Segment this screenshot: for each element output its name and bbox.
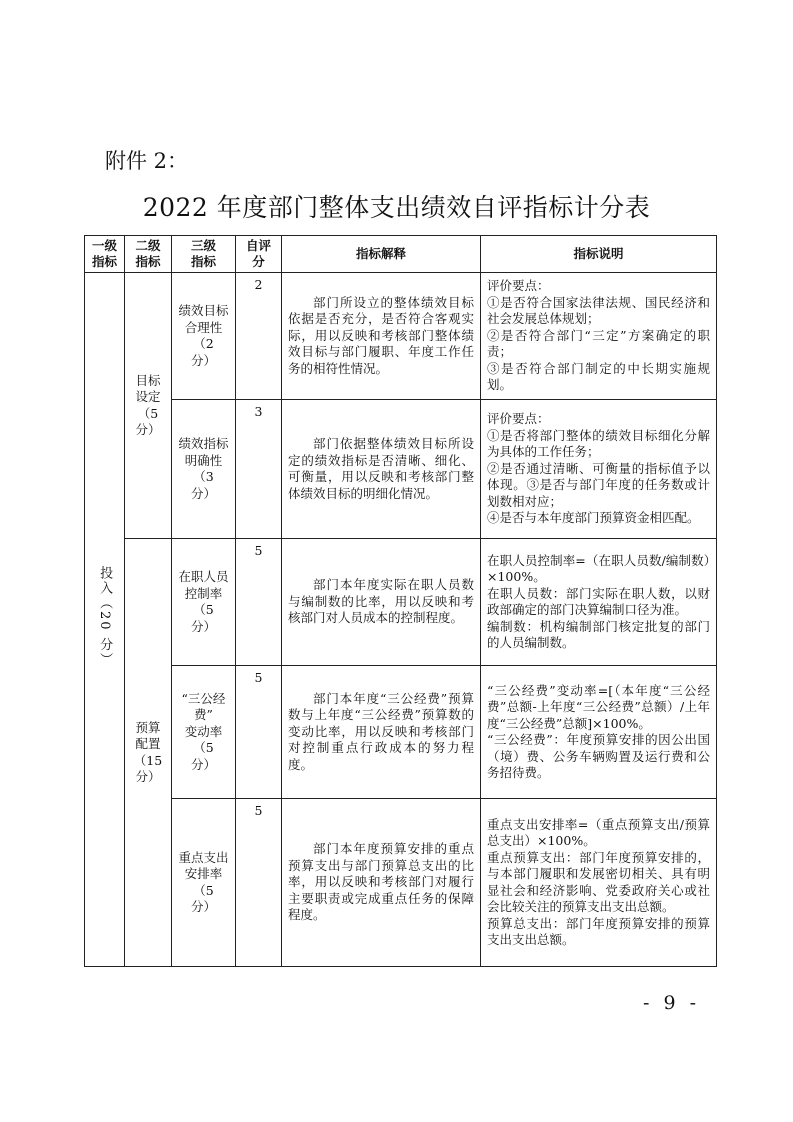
note-line: 在职人员数：部门实际在职人数，以财政部确定的部门决算编制口径为准。 (487, 585, 710, 617)
score-cell: 2 (236, 273, 282, 400)
note-cell (481, 799, 717, 967)
note-line: 重点支出安排率=（重点预算支出/预算总支出）×100%。 (487, 816, 710, 848)
col-header-level1: 一级 指标 (85, 236, 125, 273)
note-cell (481, 539, 717, 666)
level3-cell: 绩效指标 明确性（3 分） (172, 400, 236, 539)
score-cell: 5 (236, 799, 282, 967)
explanation-cell: 部门依据整体绩效目标所设定的绩效指标是否清晰、细化、可衡量，用以反映和考核部门整体绩效目标的明细化情况。 (282, 400, 481, 539)
note-line: ②是否符合部门“三定”方案确定的职责； (487, 327, 710, 360)
note-line: 预算总支出：部门年度预算安排的预算支出支出总额。 (487, 915, 710, 947)
note-cell (481, 400, 717, 539)
note-line: 评价要点： (487, 278, 550, 294)
header-row (85, 236, 717, 273)
page-number: - 9 - (643, 992, 701, 1014)
level3-cell: “三公经 费” 变动率（5 分） (172, 666, 236, 799)
note-line: ④是否与本年度部门预算资金相匹配。 (487, 510, 700, 526)
score-table (84, 235, 717, 967)
col-header-explanation: 指标解释 (282, 236, 481, 273)
col-header-level3: 三级 指标 (172, 236, 236, 273)
table-row (85, 799, 717, 967)
page-title: 2022 年度部门整体支出绩效自评指标计分表 (142, 193, 651, 222)
note-line: 编制数：机构编制部门核定批复的部门的人员编制数。 (487, 618, 710, 650)
table-row (85, 273, 717, 400)
table-row (85, 666, 717, 799)
explanation-cell: 部门本年度实际在职人员数与编制数的比率，用以反映和考核部门对人员成本的控制程度。 (282, 539, 481, 666)
level2-cell: 目标 设定（5 分） (125, 273, 172, 539)
note-line: 重点预算支出：部门年度预算安排的，与本部门履职和发展密切相关、具有明显社会和经济影响、党委政府关心或社会比较关注的预算支出支出总额。 (487, 849, 710, 914)
col-header-score: 自评 分 (236, 236, 282, 273)
note-cell (481, 273, 717, 400)
level2-cell: 预算 配置 （15 分） (125, 539, 172, 967)
explanation-cell: 部门本年度“三公经费”预算数与上年度“三公经费”预算数的变动比率，用以反映和考核部门对控制重点行政成本的努力程度。 (282, 666, 481, 799)
score-cell: 5 (236, 539, 282, 666)
explanation-cell: 部门本年度预算安排的重点预算支出与部门预算总支出的比率，用以反映和考核部门对履行主要职责或完成重点任务的保障程度。 (282, 799, 481, 967)
note-line: ③是否符合部门制定的中长期实施规划。 (487, 360, 710, 393)
level1-cell (85, 273, 125, 967)
note-line: “三公经费”变动率=[（本年度“三公经费”总额-上年度“三公经费”总额）/上年度“三公经费”总额]×100%。 (487, 682, 710, 731)
note-line: “三公经费”：年度预算安排的因公出国（境）费、公务车辆购置及运行费和公务招待费。 (487, 732, 710, 780)
score-cell: 3 (236, 400, 282, 539)
note-line: ①是否符合国家法律法规、国民经济和社会发展总体规划； (487, 294, 710, 327)
col-header-note: 指标说明 (481, 236, 717, 273)
explanation-cell: 部门所设立的整体绩效目标依据是否充分，是否符合客观实际，用以反映和考核部门整体绩效目标与部门履职、年度工作任务的相符性情况。 (282, 273, 481, 400)
note-line: ①是否将部门整体的绩效目标细化分解为具体的工作任务； (487, 427, 710, 460)
level1-label: 投入（20 分） (97, 566, 113, 669)
note-line: 评价要点： (487, 411, 550, 427)
note-cell (481, 666, 717, 799)
note-line: 在职人员控制率=（在职人员数/编制数）×100%。 (487, 552, 710, 584)
note-line: ②是否通过清晰、可衡量的指标值予以体现。③是否与部门年度的任务数或计划数相对应； (487, 460, 710, 509)
score-cell: 5 (236, 666, 282, 799)
attachment-label: 附件 2： (105, 149, 189, 173)
col-header-level2: 二级 指标 (125, 236, 172, 273)
table-row (85, 539, 717, 666)
level3-cell: 在职人员 控制率（5 分） (172, 539, 236, 666)
table-row (85, 400, 717, 539)
level3-cell: 重点支出 安排率（5 分） (172, 799, 236, 967)
level3-cell: 绩效目标 合理性（2 分） (172, 273, 236, 400)
